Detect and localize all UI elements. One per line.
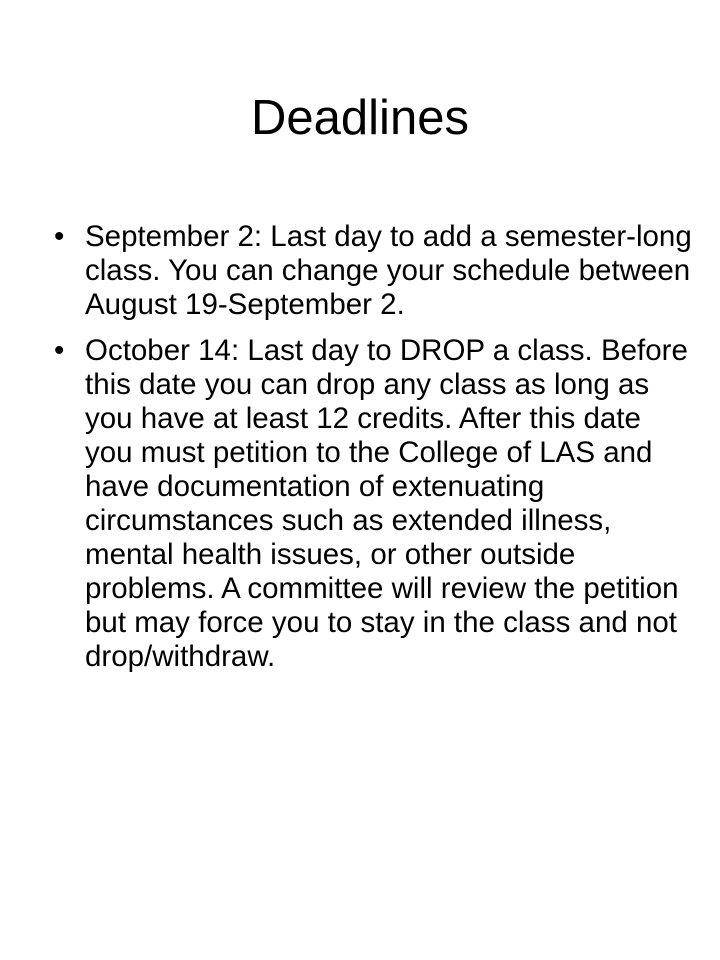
- bullet-text: October 14: Last day to DROP a class. Before this date you can drop any class as long as you have at least 12 credits. After this date you must petition to the College of LAS and have documentation of extenuating circumstances such as extended illness, mental health issues, or other outside problems. A committee will review the petition but may force you to stay in the class and not drop/withdraw.: [85, 334, 688, 673]
- bullet-icon: •: [54, 334, 65, 367]
- bullet-item-september: [54, 220, 694, 322]
- bullet-item-october: [54, 334, 694, 674]
- bullet-text: September 2: Last day to add a semester-long class. You can change your schedule between August 19-September 2.: [85, 220, 692, 321]
- bullet-list: [54, 220, 694, 686]
- slide-title: Deadlines: [251, 91, 469, 145]
- bullet-icon: •: [54, 220, 65, 253]
